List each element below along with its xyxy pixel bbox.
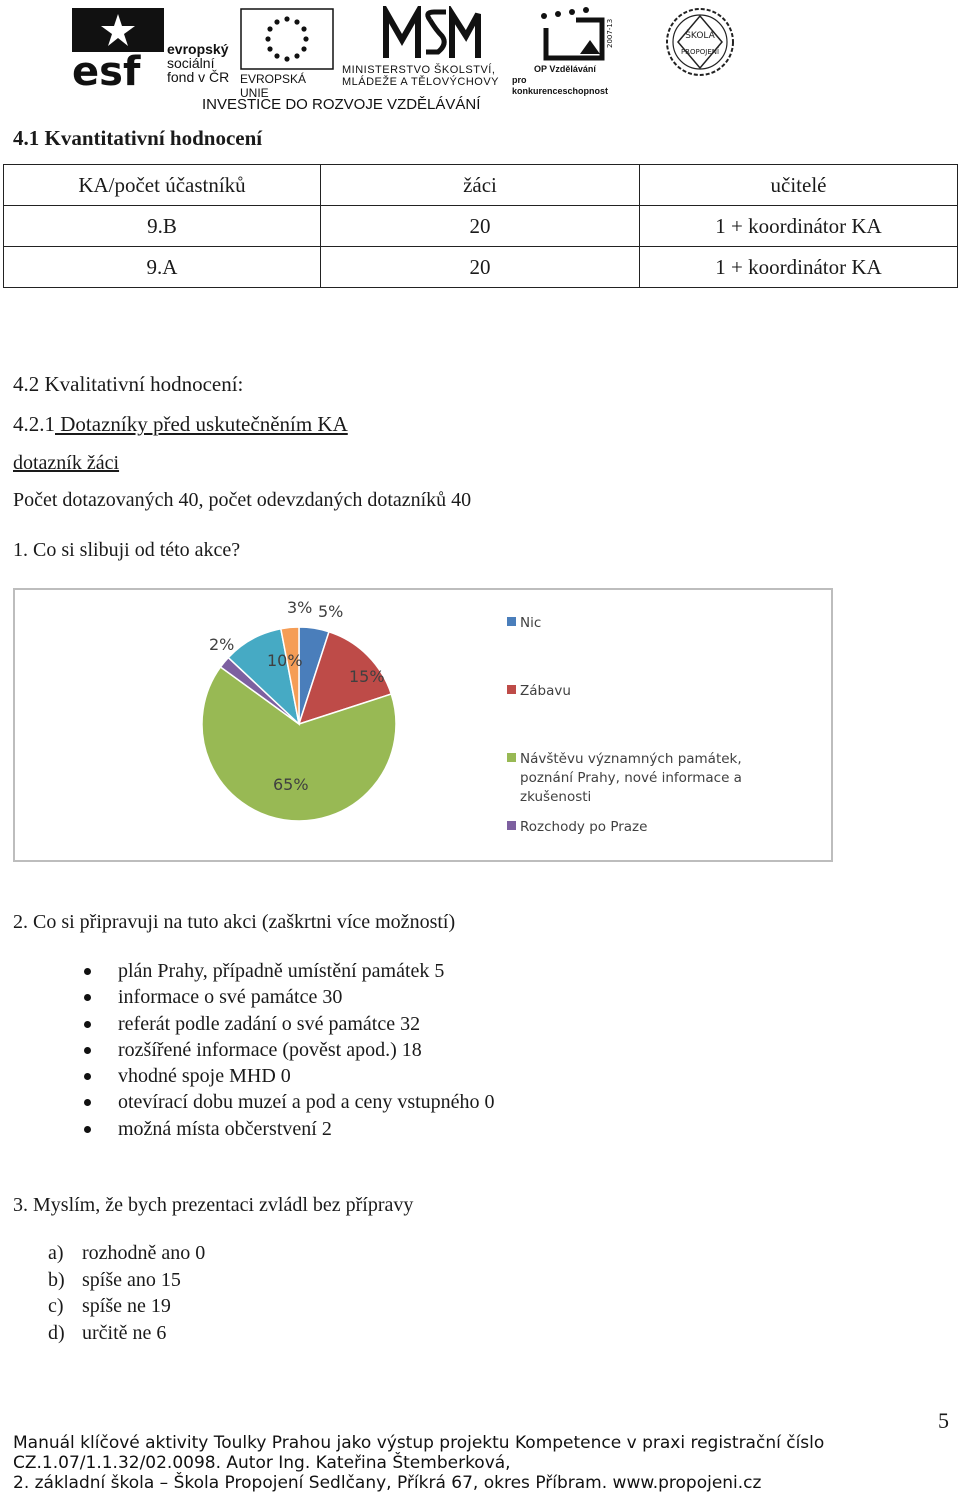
esf-mark-icon xyxy=(72,8,164,86)
legend-swatch xyxy=(507,617,516,626)
eu-flag-icon xyxy=(240,8,334,70)
list-item: informace o své památce 30 xyxy=(84,984,495,1010)
subheading-number: 4.2.1 xyxy=(13,412,55,436)
footer-line-2: CZ.1.07/1.1.32/02.0098. Autor Ing. Kateřina Štemberková, xyxy=(13,1453,511,1473)
list-item xyxy=(48,1240,205,1267)
list-item xyxy=(48,1293,205,1320)
list-item: referát podle zadání o své památce 32 xyxy=(84,1011,495,1037)
list-marker: b) xyxy=(48,1268,65,1291)
list-item xyxy=(48,1267,205,1294)
list-marker: c) xyxy=(48,1295,64,1317)
legend-swatch xyxy=(507,753,516,762)
msmt-line-2: MLÁDEŽE A TĚLOVÝCHOVY xyxy=(342,76,500,88)
footer-line-3: 2. základní škola – Škola Propojení Sedlčany, Příkrá 67, okres Příbram. www.propojeni.cz xyxy=(13,1473,762,1493)
pie-data-label: 2% xyxy=(209,635,235,654)
school-seal-icon xyxy=(660,2,740,82)
esf-logo xyxy=(72,8,237,88)
msmt-mark-icon xyxy=(382,6,482,62)
legend-entry xyxy=(507,819,647,835)
op-logo xyxy=(512,6,622,96)
legend-label: Nic xyxy=(520,615,542,631)
subheading-dotazniky xyxy=(13,412,348,437)
list-item-text: určitě ne 6 xyxy=(82,1321,167,1344)
pie-data-label: 10% xyxy=(267,651,303,670)
page-number: 5 xyxy=(938,1408,949,1433)
msmt-caption xyxy=(342,64,499,88)
legend-label: zkušenosti xyxy=(520,789,592,805)
pie-data-label: 5% xyxy=(318,602,344,621)
esf-line-3: fond v ČR xyxy=(167,69,230,85)
svg-text:ŠKOLA: ŠKOLA xyxy=(685,31,715,41)
slogan: INVESTICE DO ROZVOJE VZDĚLÁVÁNÍ xyxy=(202,96,481,113)
table-cell: 1 + koordinátor KA xyxy=(640,206,958,247)
pie-chart xyxy=(13,588,833,862)
participants-table xyxy=(3,164,958,288)
list-item: vhodné spoje MHD 0 xyxy=(84,1063,495,1089)
list-item: otevírací dobu muzeí a pod a ceny vstupného 0 xyxy=(84,1089,495,1115)
table-row xyxy=(4,247,958,288)
question-1: 1. Co si slibuji od této akce? xyxy=(13,539,241,561)
legend-entry xyxy=(507,615,541,631)
question-3: 3. Myslím, že bych prezentaci zvládl bez přípravy xyxy=(13,1194,414,1216)
heading-kvalitativni: 4.2 Kvalitativní hodnocení: xyxy=(13,372,244,396)
op-caption xyxy=(512,64,622,97)
list-item: možná místa občerstvení 2 xyxy=(84,1116,495,1142)
preparation-list xyxy=(84,958,495,1142)
table-cell: 1 + koordinátor KA xyxy=(640,247,958,288)
legend-entry xyxy=(507,683,571,699)
list-item: rozšířené informace (pověst apod.) 18 xyxy=(84,1037,495,1063)
esf-caption xyxy=(167,42,229,84)
pie-data-label: 3% xyxy=(287,598,313,617)
school-seal xyxy=(660,2,740,82)
legend-label: Rozchody po Praze xyxy=(520,819,648,835)
op-line-1: OP Vzdělávání xyxy=(534,64,596,74)
footer-line-1: Manuál klíčové aktivity Toulky Prahou jako výstup projektu Kompetence v praxi registrační číslo xyxy=(13,1433,825,1453)
pie-data-label: 65% xyxy=(273,775,309,794)
op-mark-icon xyxy=(536,6,616,62)
legend-label: poznání Prahy, nové informace a xyxy=(520,770,742,786)
list-item-text: rozhodně ano 0 xyxy=(82,1242,206,1264)
svg-text:esf: esf xyxy=(72,49,141,86)
pie-chart-svg xyxy=(15,590,831,860)
legend-swatch xyxy=(507,685,516,694)
table-cell: 9.B xyxy=(4,206,321,247)
esf-line-1: evropský xyxy=(167,41,229,57)
question-2: 2. Co si připravuji na tuto akci (zaškrtni více možností) xyxy=(13,911,456,933)
heading-kvantitativni: 4.1 Kvantitativní hodnocení xyxy=(13,126,263,150)
table-header-cell: KA/počet účastníků xyxy=(4,165,321,206)
legend-swatch xyxy=(507,821,516,830)
table-cell: 20 xyxy=(321,206,640,247)
header-logos xyxy=(0,0,960,120)
esf-line-2: sociální xyxy=(167,55,215,71)
table-cell: 9.A xyxy=(4,247,321,288)
eu-logo xyxy=(240,8,336,100)
op-year: 2007-13 xyxy=(606,18,614,48)
list-item: plán Prahy, případně umístění památek 5 xyxy=(84,958,495,984)
subheading-title: Dotazníky před uskutečněním KA xyxy=(55,412,348,436)
table-header-cell: žáci xyxy=(321,165,640,206)
eu-label: EVROPSKÁ UNIE xyxy=(240,72,307,100)
msmt-logo xyxy=(342,6,512,90)
list-item xyxy=(48,1320,205,1347)
list-marker: d) xyxy=(48,1321,65,1344)
answer-list xyxy=(48,1240,205,1346)
pie-data-label: 15% xyxy=(349,667,385,686)
legend-label: Návštěvu významných památek, xyxy=(520,751,742,767)
list-marker: a) xyxy=(48,1242,64,1264)
legend-label: Zábavu xyxy=(520,683,571,699)
table-header-row xyxy=(4,165,958,206)
msmt-line-1: MINISTERSTVO ŠKOLSTVÍ, xyxy=(342,64,496,76)
legend-entry xyxy=(507,751,742,805)
table-row xyxy=(4,206,958,247)
list-item-text: spíše ano 15 xyxy=(82,1268,181,1291)
respondent-count: Počet dotazovaných 40, počet odevzdaných dotazníků 40 xyxy=(13,489,472,511)
svg-text:PROPOJENÍ: PROPOJENÍ xyxy=(680,48,720,56)
table-header-cell: učitelé xyxy=(640,165,958,206)
op-line-2: pro konkurenceschopnost xyxy=(512,75,609,96)
list-item-text: spíše ne 19 xyxy=(82,1295,171,1317)
table-cell: 20 xyxy=(321,247,640,288)
questionnaire-label: dotazník žáci xyxy=(13,452,120,474)
